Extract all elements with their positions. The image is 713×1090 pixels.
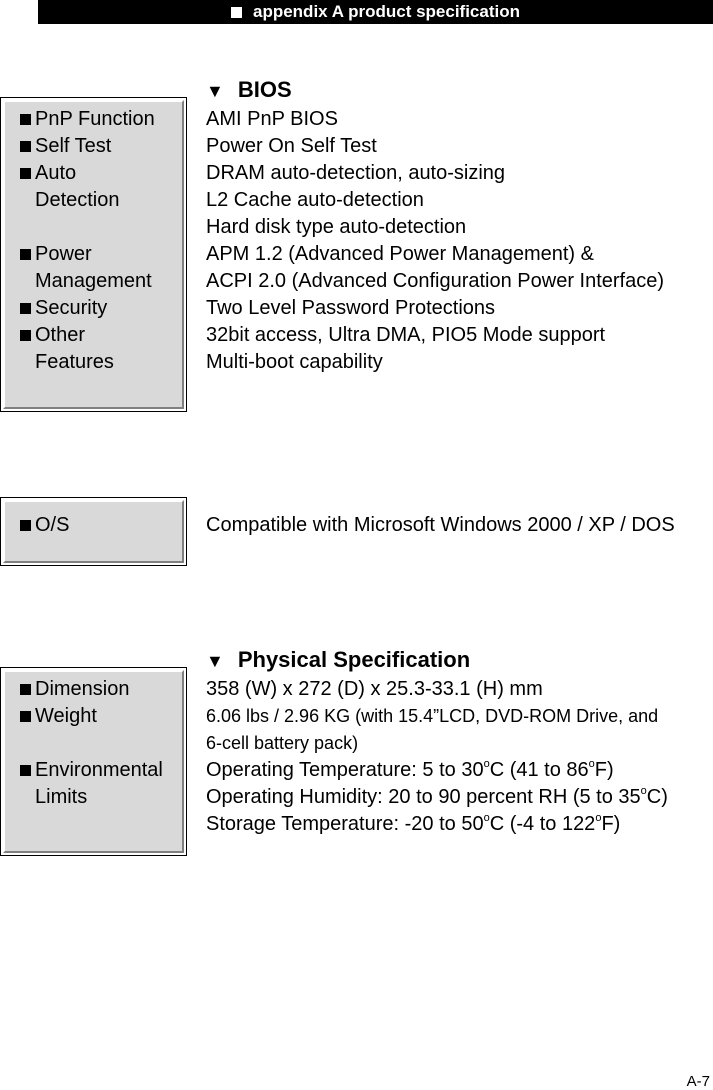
square-bullet-icon — [20, 303, 31, 314]
square-bullet-icon — [231, 7, 242, 18]
bios-value-line: Power On Self Test — [206, 135, 377, 157]
square-bullet-icon — [20, 114, 31, 125]
square-bullet-icon — [20, 765, 31, 776]
bios-value-line: Multi-boot capability — [206, 351, 383, 373]
weight-value-line-1: 6.06 lbs / 2.96 KG (with 15.4”LCD, DVD-ROM Drive, and — [206, 706, 659, 726]
bios-section-title: ▼ BIOS — [206, 77, 292, 102]
dimension-value: 358 (W) x 272 (D) x 25.3-33.1 (H) mm — [206, 678, 543, 700]
bios-value-line: L2 Cache auto-detection — [206, 189, 424, 211]
label-os: O/S — [20, 512, 69, 539]
triangle-down-icon: ▼ — [206, 651, 224, 671]
label-power-management: Power Management — [20, 241, 155, 295]
label-weight: Weight — [20, 703, 163, 730]
section-header-bar — [38, 0, 713, 24]
page-number: A-7 — [686, 1073, 710, 1090]
physical-labels — [20, 676, 163, 811]
bios-values — [206, 106, 664, 376]
bios-value-line: Hard disk type auto-detection — [206, 216, 467, 238]
bios-value-line: ACPI 2.0 (Advanced Configuration Power Interface) — [206, 270, 665, 292]
square-bullet-icon — [20, 330, 31, 341]
bios-value-line: AMI PnP BIOS — [206, 108, 338, 130]
square-bullet-icon — [20, 684, 31, 695]
physical-section-title: ▼ Physical Specification — [206, 647, 471, 672]
physical-values — [206, 676, 668, 838]
bios-labels — [20, 106, 155, 376]
square-bullet-icon — [20, 520, 31, 531]
label-security: Security — [20, 295, 155, 322]
bios-value-line: DRAM auto-detection, auto-sizing — [206, 162, 506, 184]
storage-temperature: Storage Temperature: -20 to 50$^o$C (-4 to 122$^o$F) — [206, 812, 621, 835]
weight-value-line-2: 6-cell battery pack) — [206, 733, 359, 753]
operating-temperature: Operating Temperature: 5 to 30$^o$C (41 to 86$^o$F) — [206, 758, 614, 781]
square-bullet-icon — [20, 249, 31, 260]
section-header-title: appendix A product specification — [253, 2, 520, 21]
label-self-test: Self Test — [20, 133, 155, 160]
label-environmental-limits: Environmental Limits — [20, 757, 163, 811]
label-pnp-function: PnP Function — [20, 106, 155, 133]
square-bullet-icon — [20, 168, 31, 179]
bios-value-line: APM 1.2 (Advanced Power Management) & — [206, 243, 594, 265]
bios-value-line: Two Level Password Protections — [206, 297, 496, 319]
bios-value-line: 32bit access, Ultra DMA, PIO5 Mode support — [206, 324, 606, 346]
os-labels — [20, 512, 69, 539]
os-value: Compatible with Microsoft Windows 2000 / XP / DOS — [206, 514, 675, 536]
operating-humidity: Operating Humidity: 20 to 90 percent RH (5 to 35$^o$C) — [206, 785, 668, 808]
square-bullet-icon — [20, 141, 31, 152]
label-auto-detection: Auto Detection — [20, 160, 155, 214]
triangle-down-icon: ▼ — [206, 81, 224, 101]
label-other-features: Other Features — [20, 322, 155, 376]
square-bullet-icon — [20, 711, 31, 722]
label-dimension: Dimension — [20, 676, 163, 703]
